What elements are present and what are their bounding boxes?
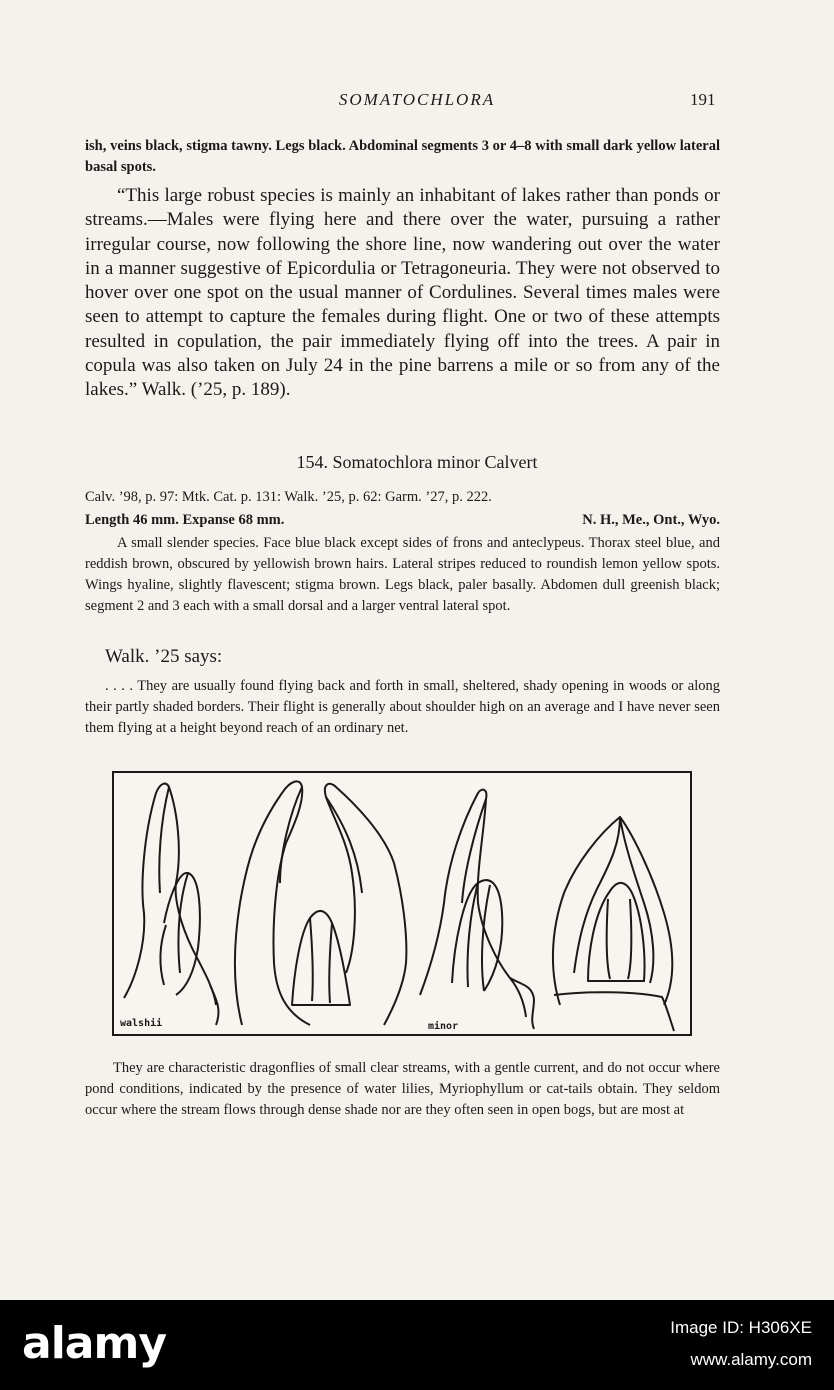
minor-epiproct	[588, 883, 645, 981]
page-number: 191	[690, 90, 716, 109]
minor-base-curve	[554, 992, 674, 1031]
continued-description: ish, veins black, stigma tawny. Legs black. Abdominal segments 3 or 4–8 with small dark yellow lateral basal spots.	[85, 138, 720, 175]
minor-base-line	[510, 978, 534, 1029]
stock-image-id: Image ID: H306XE	[670, 1318, 812, 1337]
walshii-dorsal-left-appendage	[235, 781, 310, 1025]
minor-dorsal-outline	[553, 817, 672, 1005]
walshii-epiproct	[292, 911, 350, 1005]
walshii-appendage-inner-line	[159, 787, 169, 893]
walker-says: Walk. ’25 says:	[105, 646, 223, 667]
minor-epiproct-ribs	[607, 899, 632, 979]
range: N. H., Me., Ont., Wyo.	[582, 512, 720, 528]
species-heading: 154. Somatochlora minor Calvert	[296, 452, 538, 472]
habitat-paragraph: They are characteristic dragonflies of small clear streams, with a gentle current, and do not occur where pond conditions, indicated by the presence of water lilies, Myriophyllum or cat-tails obtain. They seldom occur where the stream flows through dense shade nor are they often seen in open bogs, but are most at	[85, 1060, 720, 1118]
label-minor: minor	[428, 1021, 459, 1032]
appendage-drawing	[114, 773, 690, 1034]
walshii-lobe-line	[160, 925, 166, 985]
walshii-inferior-inner-line	[178, 873, 188, 973]
label-walshii: walshii	[120, 1018, 163, 1029]
minor-dorsal-inner-outline	[574, 817, 653, 983]
walshii-dorsal-right-appendage	[325, 784, 406, 1025]
stock-brand-logo: alamy	[22, 1318, 166, 1369]
quote-paragraph: “This large robust species is mainly an inhabitant of lakes rather than ponds or streams.—Males were flying here and there over the water, pursuing a rather irregular course, now following the shore line, now wandering out over the water in a manner suggestive of Epicordulia or Tetragoneuria. They were not observed to hover over one spot on the usual manner of Cordulines. Several times males were seen to attempt to capture the females during flight. One or two of these attempts resulted in copulation, the pair immediately flying off into the trees. A pair in copula was also taken on July 24 in the pine barrens a mile or so from any of the lakes.” Walk. (’25, p. 189).	[85, 185, 720, 401]
measurements: Length 46 mm. Expanse 68 mm.	[85, 512, 285, 528]
walshii-inferior-appendage	[164, 873, 200, 995]
references-line: Calv. ’98, p. 97: Mtk. Cat. p. 131: Walk. ’25, p. 62: Garm. ’27, p. 222.	[85, 489, 492, 505]
species-description: A small slender species. Face blue black except sides of frons and anteclypeus. Thorax steel blue, and reddish brown, obscured by yellowish brown hairs. Lateral stripes reduced to roundish lemon yellow spots. Wings hyaline, slightly flavescent; stigma brown. Legs black, paler basally. Abdomen dull greenish black; segment 2 and 3 each with a small dorsal and a larger ventral lateral spot.	[85, 535, 720, 614]
appendage-figure	[112, 771, 692, 1036]
running-header: SOMATOCHLORA	[338, 90, 496, 109]
walshii-lateral-appendage	[124, 784, 216, 1005]
walshii-base-line	[210, 985, 218, 1025]
walshii-dorsal-left-inner-line	[280, 787, 302, 883]
walshii-epiproct-ribs	[310, 918, 332, 1003]
walker-quote: . . . . They are usually found flying back and forth in small, sheltered, shady opening in woods or along their partly shaded borders. Their flight is generally about shoulder high on an average and I have never seen them flying at a height beyond reach of an ordinary net.	[85, 678, 720, 736]
stock-site-url: www.alamy.com	[690, 1350, 812, 1369]
